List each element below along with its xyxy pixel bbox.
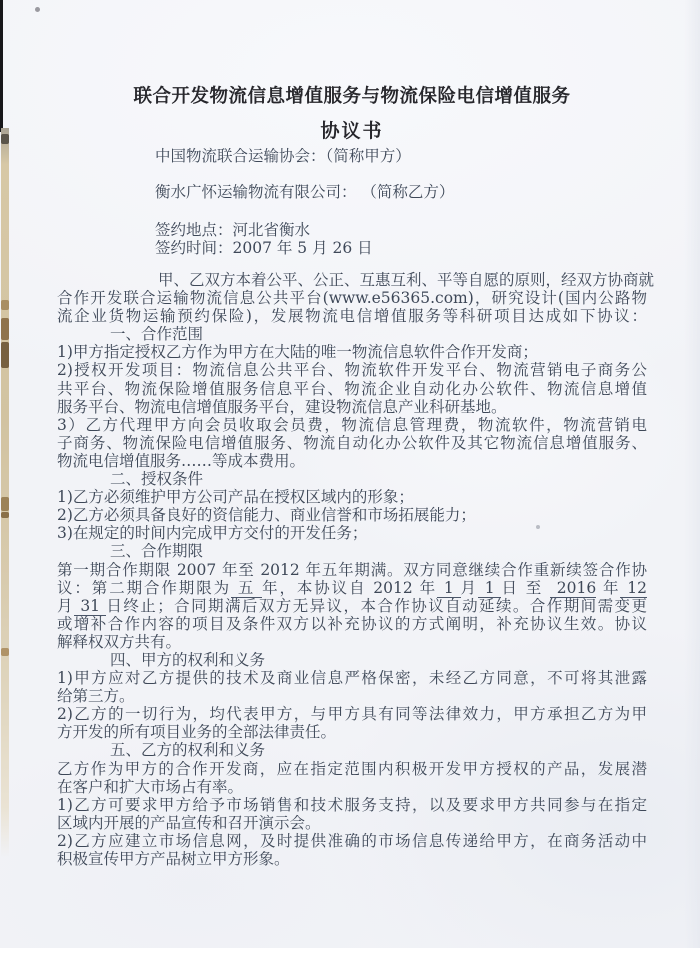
line-text: 日 至 <box>501 578 550 597</box>
line-text: 2)乙方的一切行为，均代表甲方，与甲方具有同等法律效力，甲方承担乙方为甲 <box>57 705 647 724</box>
line-text: 解释权双方共有。 <box>57 632 182 651</box>
document-line <box>57 633 647 651</box>
document-line <box>57 361 647 379</box>
document-line <box>57 289 647 307</box>
document-line <box>57 307 647 325</box>
sign-time-line: 签约时间：2007 年 5 月 26 日 <box>155 239 373 257</box>
party-b-line: 衡水广怀运输物流有限公司： （简称乙方） <box>155 183 455 201</box>
line-text: 甲、乙双方本着公平、公正、互惠互利、平等自愿的原则，经双方协商就 <box>158 271 655 289</box>
document-line <box>57 651 647 669</box>
line-text: 区域内开展的产品宣传和召开演示会。 <box>57 813 321 832</box>
document-line <box>57 705 647 723</box>
document-title-line-1: 联合开发物流信息增值服务与物流保险电信增值服务 <box>133 86 571 107</box>
strip-mark <box>1 648 9 656</box>
line-text: 2)乙方应建立市场信息网，及时提供准确的市场信息传递给甲方，在商务活动中 <box>57 831 647 850</box>
strip-mark <box>1 318 9 340</box>
line-text: 1)乙方必须维护甲方公司产品在授权区域内的形象； <box>57 488 414 507</box>
document-line <box>57 687 647 705</box>
document-line <box>57 579 647 597</box>
filled-blank: 2016 <box>549 578 597 597</box>
line-text: 方开发的所有项目业务的全部法律责任。 <box>57 723 337 742</box>
line-text: 1)甲方指定授权乙方作为甲方在大陆的唯一物流信息软件合作开发商； <box>57 343 538 362</box>
line-text: 2)乙方必须具备良好的资信能力、商业信誉和市场拓展能力； <box>57 506 476 525</box>
document-line <box>57 615 647 633</box>
document-line <box>57 796 647 814</box>
line-text: 2)授权开发项目：物流信息公共平台、物流软件开发平台、物流营销电子商务公 <box>57 361 647 380</box>
filled-blank: 31 <box>73 596 107 615</box>
document-line <box>57 325 647 343</box>
document-line <box>57 669 647 687</box>
line-text: 服务平台、物流电信增值服务平台，建设物流信息产业科研基地。 <box>57 397 507 416</box>
scanner-edge-black <box>0 0 3 132</box>
line-text: 给第三方。 <box>57 687 135 706</box>
sign-place-line: 签约地点：河北省衡水 <box>155 221 311 239</box>
paper-shading <box>684 0 700 948</box>
document-line <box>57 506 647 524</box>
document-line <box>57 814 647 832</box>
line-text: 或增补合作内容的项目及条件双方以补充协议的方式阐明，补充协议生效。协议 <box>57 614 647 633</box>
line-text: 乙方作为甲方的合作开发商，应在指定范围内积极开发甲方授权的产品，发展潜 <box>57 759 647 778</box>
line-text: 年 <box>596 578 621 597</box>
document-line <box>57 723 647 741</box>
document-line <box>57 434 647 452</box>
strip-mark <box>1 497 9 511</box>
document-line <box>57 470 647 488</box>
line-text: 月 <box>57 596 74 615</box>
line-text: 1)甲方应对乙方提供的技术及商业信息严格保密，未经乙方同意，不可将其泄露 <box>57 669 647 688</box>
document-line <box>57 343 647 361</box>
document-line <box>57 452 647 470</box>
bottom-scan-band <box>0 948 700 964</box>
document-line <box>57 542 647 560</box>
line-text: 子商务、物流保险电信增值服务、物流自动化办公软件及其它物流信息增值服务、 <box>57 433 647 452</box>
paper-speck <box>35 7 40 12</box>
line-text: 第一期合作期限 2007 年至 2012 年五年期满。双方同意继续合作重新续签合作协 <box>57 560 647 579</box>
document-line <box>57 597 647 615</box>
strip-mark <box>1 300 9 310</box>
filled-blank: 五 <box>231 578 263 597</box>
line-text: 月 <box>460 578 478 597</box>
line-text: 合作开发联合运输物流信息公共平台(www.e56365.com)，研究设计(国内公路物 <box>57 289 647 308</box>
document-line <box>57 416 647 434</box>
line-text: 三、合作期限 <box>110 542 204 561</box>
strip-mark <box>1 512 9 518</box>
strip-mark <box>1 134 9 144</box>
document-line <box>57 524 647 542</box>
document-line <box>57 832 647 850</box>
document-line <box>57 741 647 759</box>
filled-blank: 1 <box>477 578 502 597</box>
document-body <box>57 271 655 868</box>
line-text: 3)在规定的时间内完成甲方交付的开发任务； <box>57 524 368 543</box>
document-line <box>57 778 647 796</box>
document-line <box>57 850 647 868</box>
document-line <box>57 380 647 398</box>
line-text: 二、授权条件 <box>110 470 204 489</box>
strip-mark <box>1 342 9 368</box>
binding-strip <box>1 128 9 858</box>
document-line <box>57 561 647 579</box>
line-text: 议：第二期合作期限为 <box>57 578 232 597</box>
line-text: 在客户和扩大市场占有率。 <box>57 777 244 796</box>
line-text: 一、合作范围 <box>110 325 204 344</box>
document-line <box>57 488 647 506</box>
line-text: 日终止；合同期满后双方无异议，本合作协议自动延续。合作期间需变更 <box>106 596 647 615</box>
party-a-line: 中国物流联合运输协会：（简称甲方） <box>155 147 411 165</box>
line-text: 1)乙方可要求甲方给予市场销售和技术服务支持，以及要求甲方共同参与在指定 <box>57 795 647 814</box>
line-text: 共平台、物流保险增值服务信息平台、物流企业自动化办公软件、物流信息增值 <box>57 379 647 398</box>
filled-blank: 1 <box>437 578 461 597</box>
line-text: 年，本协议自 2012 年 <box>262 578 437 597</box>
line-text: 四、甲方的权利和义务 <box>110 650 266 669</box>
line-text: 物流电信增值服务……等成本费用。 <box>57 451 306 470</box>
line-text: 3）乙方代理甲方向会员收取会员费，物流信息管理费，物流软件，物流营销电 <box>57 415 647 434</box>
line-text: 五、乙方的权利和义务 <box>110 741 266 760</box>
line-text: 积极宣传甲方产品树立甲方形象。 <box>57 850 290 868</box>
document-line <box>57 271 655 289</box>
document-line <box>57 398 647 416</box>
document-line <box>57 760 647 778</box>
document-title-line-2: 协议书 <box>320 120 384 142</box>
filled-blank: 12 <box>620 578 648 597</box>
line-text: 流企业货物运输预约保险)，发展物流电信增值服务等科研项目达成如下协议： <box>57 307 647 326</box>
